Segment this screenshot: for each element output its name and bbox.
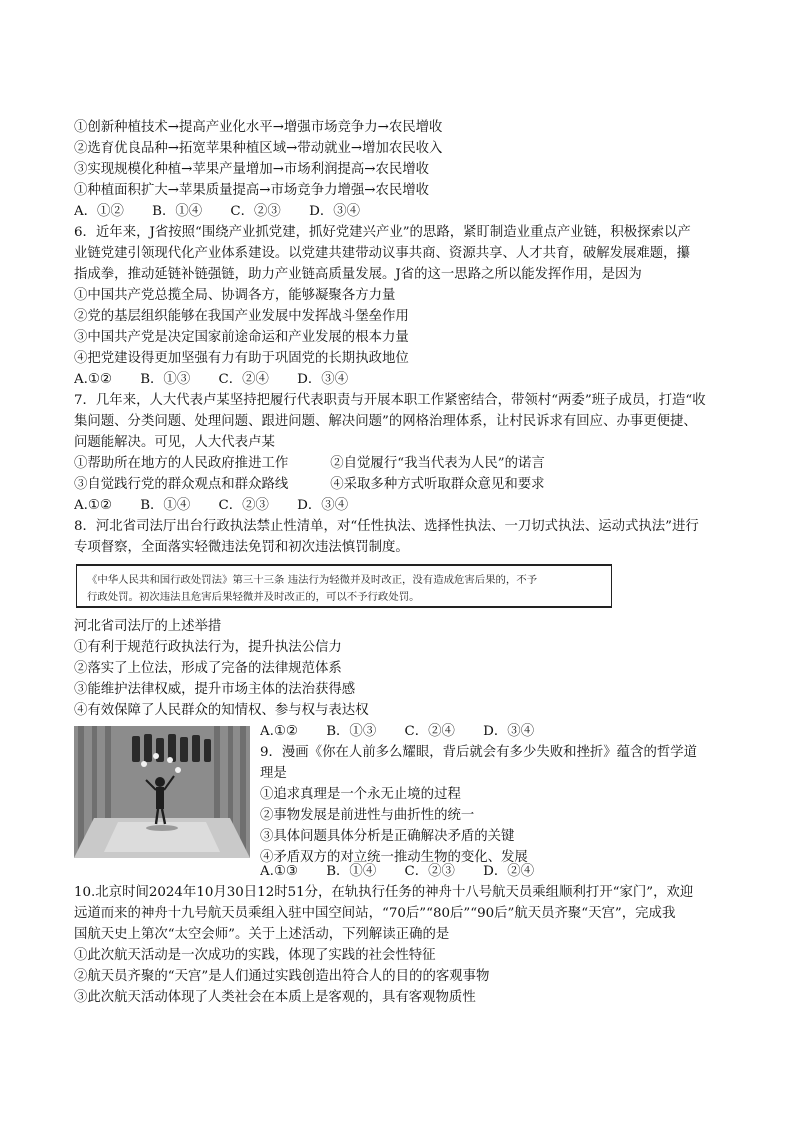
q7-stem-line-3: 问题能解决。可见，人大代表卢某 <box>74 435 275 450</box>
q9-text <box>260 721 730 868</box>
q5-item-4: ①种植面积扩大→苹果质量提高→市场竞争力增强→农民增收 <box>74 183 430 198</box>
q6-option-c[interactable]: C．②④ <box>218 372 269 387</box>
q8-option-a[interactable]: A.①② <box>260 724 298 739</box>
q7-option-d[interactable]: D．③④ <box>297 498 349 513</box>
question-6 <box>74 222 724 390</box>
q7-items-row-2 <box>74 474 724 495</box>
question-content <box>74 117 724 1008</box>
q8-item-1: ①有利于规范行政执法行为，提升执法公信力 <box>74 640 342 655</box>
q9-item-2: ②事物发展是前进性与曲折性的统一 <box>260 808 475 823</box>
q10-item-2: ②航天员齐聚的“天宫”是人们通过实践创造出符合人的目的的客观事物 <box>74 969 490 984</box>
q9-item-4: ④矛盾双方的对立统一推动生物的变化、发展 <box>260 850 528 865</box>
q7-item-1: ①帮助所在地方的人民政府推进工作 <box>74 456 289 471</box>
q9-option-c[interactable]: C．②③ <box>404 864 455 879</box>
q6-option-a[interactable]: A.①② <box>74 372 112 387</box>
q10-item-3: ③此次航天活动体现了人类社会在本质上是客观的，具有客观物质性 <box>74 990 476 1005</box>
q6-option-b[interactable]: B．①③ <box>140 372 191 387</box>
q8-option-c[interactable]: C．②④ <box>404 724 455 739</box>
question-10 <box>74 882 724 1008</box>
q7-stem-line-1: 7．几年来，人大代表卢某坚持把履行代表职责与开展本职工作紧密结合，带领村“两委”班子成员，打造“收 <box>74 393 706 408</box>
q6-options <box>74 369 724 390</box>
q8-item-4: ④有效保障了人民群众的知情权、参与权与表达权 <box>74 703 369 718</box>
q5-options <box>74 201 724 222</box>
q8-stem-line-2: 专项督察，全面落实轻微违法免罚和初次违法慎罚制度。 <box>74 540 409 555</box>
q8-option-b[interactable]: B．①③ <box>326 724 377 739</box>
q6-item-3: ③中国共产党是决定国家前途命运和产业发展的根本力量 <box>74 330 409 345</box>
q8-lead: 河北省司法厅的上述举措 <box>74 619 222 634</box>
q7-item-2: ②自觉履行“我当代表为人民”的诺言 <box>330 456 545 471</box>
q9-option-b[interactable]: B．①④ <box>326 864 377 879</box>
q9-item-3: ③具体问题具体分析是正确解决矛盾的关键 <box>260 829 515 844</box>
law-quote-line-1: 《中华人民共和国行政处罚法》第三十三条 违法行为轻微并及时改正，没有造成危害后果的，不予 <box>87 574 538 586</box>
q9-item-1: ①追求真理是一个永无止境的过程 <box>260 787 461 802</box>
q5-option-b[interactable]: B．①④ <box>152 204 203 219</box>
q8-options <box>260 721 730 742</box>
q6-stem-line-2: 业链党建引领现代化产业体系建设。以党建共建带动议事共商、资源共享、人才共育，破解发展难题，攥 <box>74 246 690 261</box>
q8-item-2: ②落实了上位法，形成了完备的法律规范体系 <box>74 661 342 676</box>
q7-stem-line-2: 集问题、分类问题、处理问题、跟进问题、解决问题”的网格治理体系，让村民诉求有回应、办事更便捷、 <box>74 414 697 429</box>
q10-stem-line-1: 10.北京时间2024年10月30日12时51分，在轨执行任务的神舟十八号航天员乘组顺利打开“家门”，欢迎 <box>74 885 694 900</box>
q5-item-3: ③实现规模化种植→苹果产量增加→市场利润提高→农民增收 <box>74 162 430 177</box>
q10-item-1: ①此次航天活动是一次成功的实践，体现了实践的社会性特征 <box>74 948 436 963</box>
q5-option-c[interactable]: C．②③ <box>230 204 281 219</box>
q10-stem-line-2: 远道而来的神舟十九号航天员乘组入驻中国空间站，“70后”“80后”“90后”航天员齐聚“天宫”，完成我 <box>74 906 676 921</box>
law-quote-box <box>76 564 612 608</box>
q9-stem-line-2: 理是 <box>260 766 287 781</box>
q9-option-d[interactable]: D．②④ <box>483 864 535 879</box>
q5-item-2: ②选育优良品种→拓宽苹果种植区域→带动就业→增加农民收入 <box>74 141 443 156</box>
q7-option-b[interactable]: B．①④ <box>140 498 191 513</box>
question-9 <box>74 721 724 865</box>
q9-options <box>260 861 724 882</box>
q5-item-1: ①创新种植技术→提高产业化水平→增强市场竞争力→农民增收 <box>74 120 443 135</box>
q6-stem-line-1: 6．近年来，J省按照“围绕产业抓党建，抓好党建兴产业”的思路，紧盯制造业重点产业链，积极探索以产 <box>74 225 691 240</box>
q7-option-c[interactable]: C．②③ <box>218 498 269 513</box>
question-8 <box>74 516 724 721</box>
question-5 <box>74 117 724 222</box>
q8-option-d[interactable]: D．③④ <box>483 724 535 739</box>
q7-item-4: ④采取多种方式听取群众意见和要求 <box>330 477 545 492</box>
q9-option-a[interactable]: A.①③ <box>260 864 298 879</box>
q10-stem-line-3: 国航天史上第次“太空会师”。关于上述活动，下列解读正确的是 <box>74 927 450 942</box>
q6-item-2: ②党的基层组织能够在我国产业发展中发挥战斗堡垒作用 <box>74 309 409 324</box>
q6-item-4: ④把党建设得更加坚强有力有助于巩固党的长期执政地位 <box>74 351 409 366</box>
q6-stem-line-3: 指成拳，推动延链补链强链，助力产业链高质量发展。J省的这一思路之所以能发挥作用，是因为 <box>74 267 642 282</box>
q5-option-a[interactable]: A．①② <box>74 204 124 219</box>
law-quote-line-2: 行政处罚。初次违法且危害后果轻微并及时改正的，可以不予行政处罚。 <box>87 591 420 603</box>
cartoon-image <box>74 726 250 858</box>
q8-item-3: ③能维护法律权威，提升市场主体的法治获得感 <box>74 682 356 697</box>
q8-stem-line-1: 8．河北省司法厅出台行政执法禁止性清单，对“任性执法、选择性执法、一刀切式执法、运动式执法”进行 <box>74 519 699 534</box>
q7-option-a[interactable]: A.①② <box>74 498 112 513</box>
q6-option-d[interactable]: D．③④ <box>297 372 349 387</box>
q5-option-d[interactable]: D．③④ <box>309 204 360 219</box>
q7-options <box>74 495 724 516</box>
q9-stem-line-1: 9．漫画《你在人前多么耀眼，背后就会有多少失败和挫折》蕴含的哲学道 <box>260 745 698 760</box>
cartoon-illustration <box>74 726 250 858</box>
question-7 <box>74 390 724 516</box>
q9-options-wrap <box>74 861 724 882</box>
q7-items-row-1 <box>74 453 724 474</box>
q6-item-1: ①中国共产党总揽全局、协调各方，能够凝聚各方力量 <box>74 288 396 303</box>
q7-item-3: ③自觉践行党的群众观点和群众路线 <box>74 477 289 492</box>
